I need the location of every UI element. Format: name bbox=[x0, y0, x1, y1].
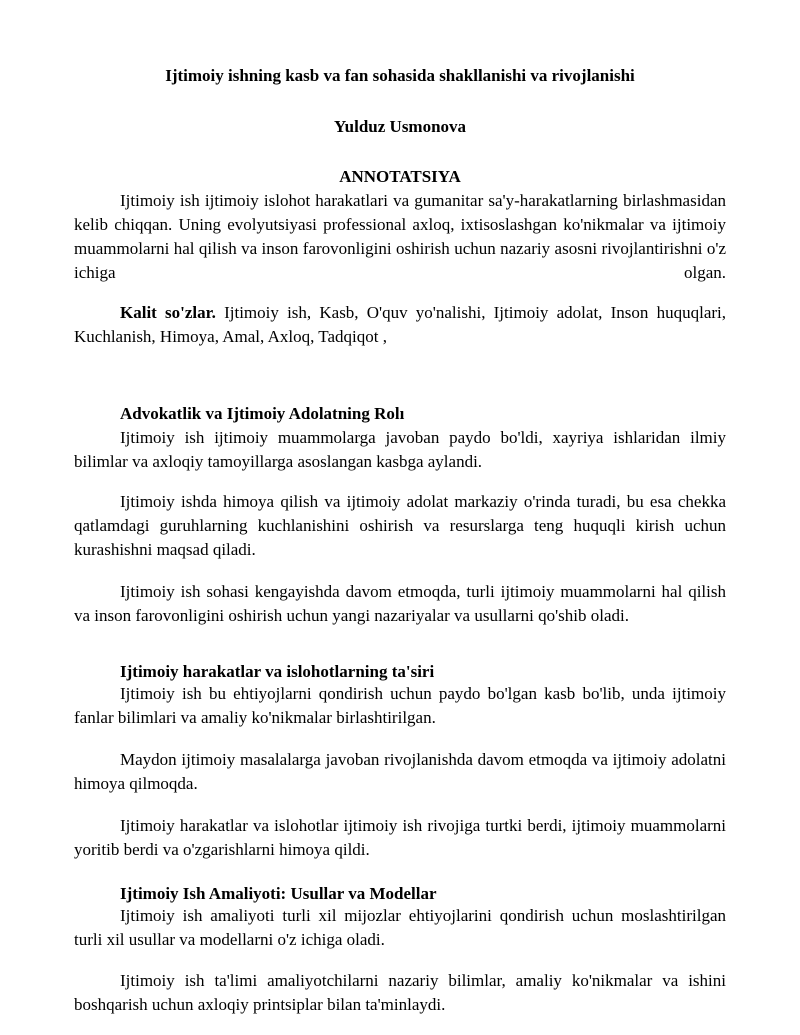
section-paragraph: Ijtimoiy ish sohasi kengayishda davom etmoqda, turli ijtimoiy muammolarni hal qilish va inson farovonligini oshirish uchun yangi nazariyalar va usullarni qo'shib oladi. bbox=[74, 582, 726, 625]
annotation-heading: ANNOTATSIYA bbox=[339, 167, 461, 186]
section-paragraph: Maydon ijtimoiy masalalarga javoban rivojlanishda davom etmoqda va ijtimoiy adolatni himoya qilmoqda. bbox=[74, 750, 726, 793]
section-paragraph: Ijtimoiy ish bu ehtiyojlarni qondirish uchun paydo bo'lgan kasb bo'lib, unda ijtimoiy fanlar bilimlari va amaliy ko'nikmalar birlashtirilgan. bbox=[74, 684, 726, 727]
author-name: Yulduz Usmonova bbox=[333, 117, 467, 136]
section-paragraph: Ijtimoiy ishda himoya qilish va ijtimoiy adolat markaziy o'rinda turadi, bu esa chekka qatlamdagi guruhlarning kuchlanishini oshirish va resurslarga teng huquqli kirish uchun kurashishni maqsad qiladi. bbox=[74, 492, 726, 559]
section-paragraph: Ijtimoiy ish ijtimoiy muammolarga javoban paydo bo'ldi, xayriya ishlaridan ilmiy bilimlar va axloqiy tamoyillarga asoslangan kasbga aylandi. bbox=[74, 428, 726, 471]
keywords-label: Kalit so'zlar. bbox=[120, 303, 216, 322]
section-paragraph: Ijtimoiy harakatlar va islohotlar ijtimoiy ish rivojiga turtki berdi, ijtimoiy muammolarni yoritib berdi va o'zgarishlarni himoya qildi. bbox=[74, 816, 726, 859]
document-title: Ijtimoiy ishning kasb va fan sohasida shakllanishi va rivojlanishi bbox=[165, 66, 635, 85]
section-heading: Ijtimoiy Ish Amaliyoti: Usullar va Modellar bbox=[120, 884, 437, 903]
section-heading: Advokatlik va Ijtimoiy Adolatning Rolı bbox=[120, 404, 405, 423]
section-heading: Ijtimoiy harakatlar va islohotlarning ta'siri bbox=[120, 662, 435, 681]
keywords-paragraph bbox=[74, 301, 726, 349]
section-paragraph: Ijtimoiy ish ta'limi amaliyotchilarni nazariy bilimlar, amaliy ko'nikmalar va ishini boshqarish uchun axloqiy printsiplar bilan ta'minlaydi. bbox=[74, 971, 726, 1014]
annotation-paragraph: Ijtimoiy ish ijtimoiy islohot harakatlari va gumanitar sa'y-harakatlarning birlashmasidan kelib chiqqan. Uning evolyutsiyasi professional axloq, ixtisoslashgan ko'nikmalar va ijtimoiy muammolarni hal qilish va inson farovonligini oshirish uchun nazariy asosni rivojlantirishni o'z ichiga olgan. bbox=[74, 191, 726, 282]
section-paragraph: Ijtimoiy ish amaliyoti turli xil mijozlar ehtiyojlarini qondirish uchun moslashtirilgan turli xil usullar va modellarni o'z ichiga oladi. bbox=[74, 906, 726, 949]
keywords-text: Ijtimoiy ish, Kasb, O'quv yo'nalishi, Ijtimoiy adolat, Inson huquqlari, Kuchlanish, Himoya, Amal, Axloq, Tadqiqot , bbox=[74, 303, 726, 346]
